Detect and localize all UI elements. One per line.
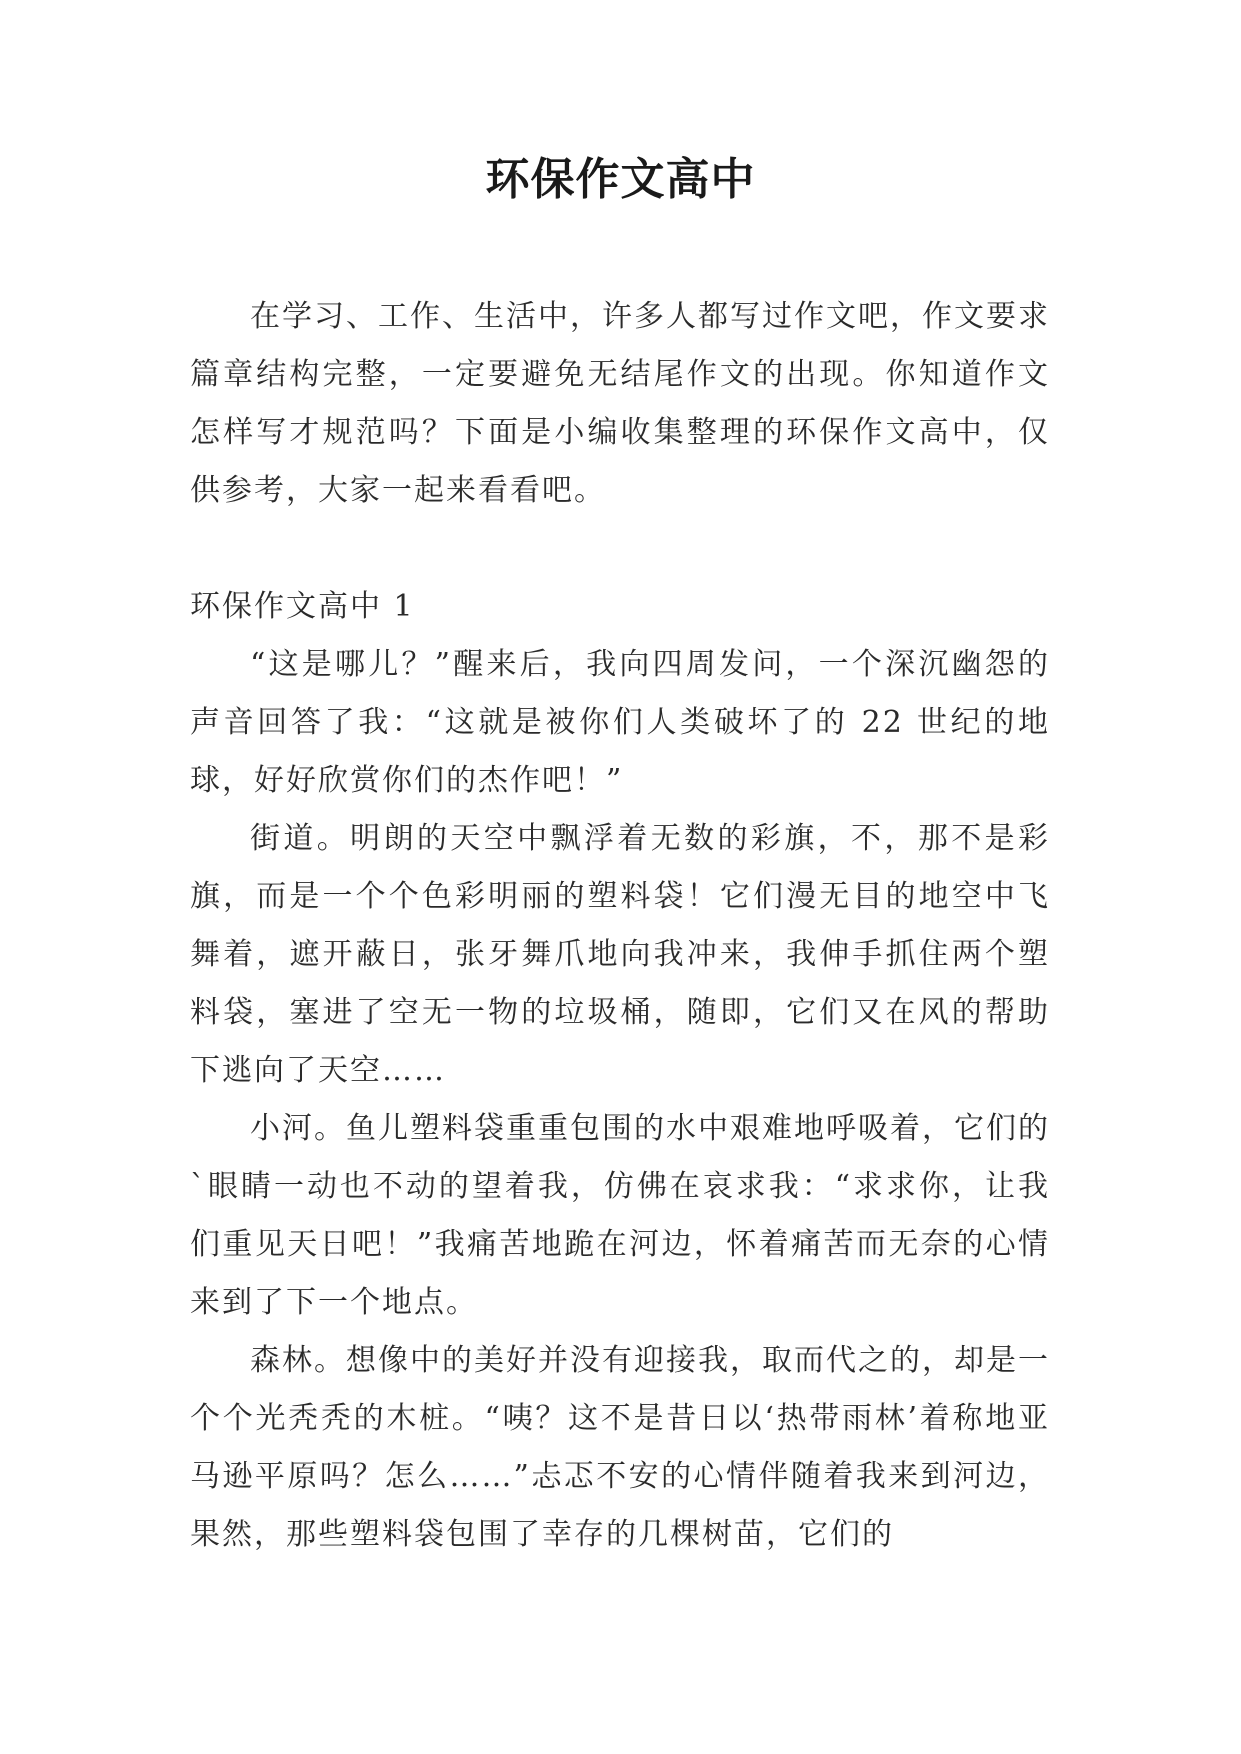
essay-paragraph: “这是哪儿？”醒来后，我向四周发问，一个深沉幽怨的声音回答了我：“这就是被你们人类破坏了的 22 世纪的地球，好好欣赏你们的杰作吧！” (190, 647, 1050, 798)
intro-paragraph: 在学习、工作、生活中，许多人都写过作文吧，作文要求篇章结构完整，一定要避免无结尾作文的出现。你知道作文怎样写才规范吗？下面是小编收集整理的环保作文高中，仅供参考，大家一起来看看吧。 (190, 299, 1050, 508)
essay-paragraph: 森林。想像中的美好并没有迎接我，取而代之的，却是一个个光秃秃的木桩。“咦？这不是昔日以‘热带雨林’着称地亚马逊平原吗？怎么……”忐忑不安的心情伴随着我来到河边，果然，那些塑料袋包围了幸存的几棵树苗，它们的 (190, 1343, 1050, 1552)
intro-block (190, 288, 1050, 520)
essay-section (190, 578, 1050, 1564)
section-heading: 环保作文高中 1 (190, 589, 415, 624)
document-title: 环保作文高中 (485, 154, 756, 205)
essay-paragraph: 小河。鱼儿塑料袋重重包围的水中艰难地呼吸着，它们的`眼睛一动也不动的望着我，仿佛在哀求我：“求求你，让我们重见天日吧！”我痛苦地跪在河边，怀着痛苦而无奈的心情来到了下一个地点。 (190, 1111, 1050, 1320)
essay-paragraph: 街道。明朗的天空中飘浮着无数的彩旗，不，那不是彩旗，而是一个个色彩明丽的塑料袋！它们漫无目的地空中飞舞着，遮开蔽日，张牙舞爪地向我冲来，我伸手抓住两个塑料袋，塞进了空无一物的垃圾桶，随即，它们又在风的帮助下逃向了天空…… (190, 821, 1050, 1088)
